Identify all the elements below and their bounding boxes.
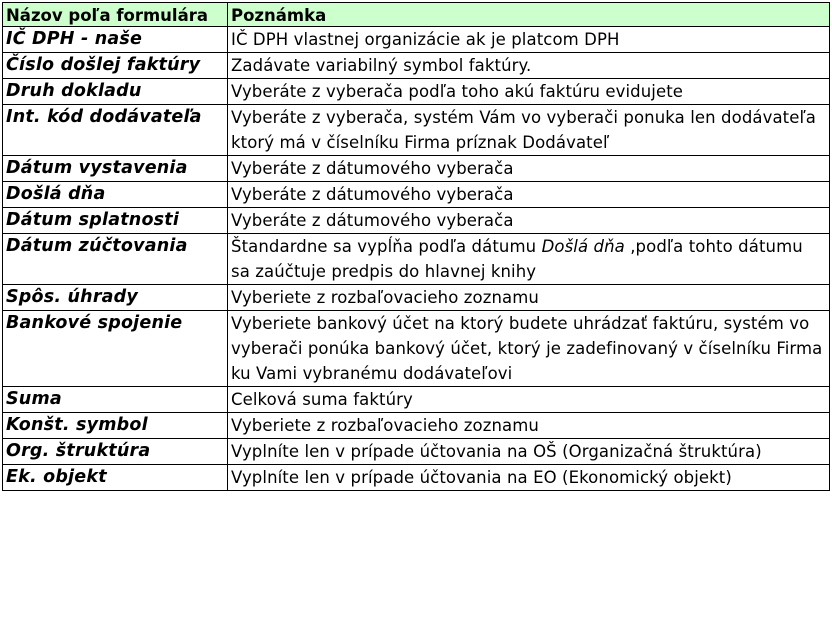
field-note: Zadávate variabilný symbol faktúry. bbox=[228, 53, 830, 79]
table-row bbox=[3, 208, 830, 234]
table-row bbox=[3, 156, 830, 182]
form-fields-table bbox=[2, 2, 830, 491]
table-row bbox=[3, 27, 830, 53]
note-text-after: ,podľa tohto dátumu sa zaúčtuje predpis do hlavnej knihy bbox=[231, 237, 803, 281]
table-row bbox=[3, 387, 830, 413]
field-note: Vyberáte z dátumového vyberača bbox=[228, 156, 830, 182]
table-row bbox=[3, 53, 830, 79]
field-name: Suma bbox=[3, 387, 228, 413]
field-name: Spôs. úhrady bbox=[3, 285, 228, 311]
field-name: Konšt. symbol bbox=[3, 413, 228, 439]
field-note: Celková suma faktúry bbox=[228, 387, 830, 413]
field-note: Vyplníte len v prípade účtovania na EO (Ekonomický objekt) bbox=[228, 465, 830, 491]
header-note: Poznámka bbox=[228, 3, 830, 27]
field-note: Vyberiete bankový účet na ktorý budete uhrádzať faktúru, systém vo vyberači ponúka bankový účet, ktorý je zadefinovaný v číselníku Firma ku Vami vybranému dodávateľovi bbox=[228, 311, 830, 387]
field-note: Vyberiete z rozbaľovacieho zoznamu bbox=[228, 413, 830, 439]
field-note: Vyberáte z dátumového vyberača bbox=[228, 182, 830, 208]
table-row bbox=[3, 465, 830, 491]
table-row bbox=[3, 79, 830, 105]
header-field-name: Názov poľa formulára bbox=[3, 3, 228, 27]
note-text-before: Štandardne sa vypĺňa podľa dátumu bbox=[231, 237, 537, 256]
table-row bbox=[3, 182, 830, 208]
field-note: Vyplníte len v prípade účtovania na OŠ (Organizačná štruktúra) bbox=[228, 439, 830, 465]
table-row bbox=[3, 285, 830, 311]
field-name: Org. štruktúra bbox=[3, 439, 228, 465]
table-header-row bbox=[3, 3, 830, 27]
table-row bbox=[3, 234, 830, 285]
field-name: Druh dokladu bbox=[3, 79, 228, 105]
table-row bbox=[3, 311, 830, 387]
field-name: IČ DPH - naše bbox=[3, 27, 228, 53]
table-row bbox=[3, 439, 830, 465]
field-name: Ek. objekt bbox=[3, 465, 228, 491]
field-note: Vyberáte z dátumového vyberača bbox=[228, 208, 830, 234]
field-note: IČ DPH vlastnej organizácie ak je platcom DPH bbox=[228, 27, 830, 53]
field-name: Dátum zúčtovania bbox=[3, 234, 228, 285]
field-name: Došlá dňa bbox=[3, 182, 228, 208]
field-note: Vyberáte z vyberača, systém Vám vo vyberači ponuka len dodávateľa ktorý má v číselníku Firma príznak Dodávateľ bbox=[228, 105, 830, 156]
field-note: Vyberiete z rozbaľovacieho zoznamu bbox=[228, 285, 830, 311]
field-name: Int. kód dodávateľa bbox=[3, 105, 228, 156]
field-name: Dátum vystavenia bbox=[3, 156, 228, 182]
table-row bbox=[3, 105, 830, 156]
table-row bbox=[3, 413, 830, 439]
field-name: Číslo došlej faktúry bbox=[3, 53, 228, 79]
field-note: Vyberáte z vyberača podľa toho akú faktúru evidujete bbox=[228, 79, 830, 105]
field-note bbox=[228, 234, 830, 285]
field-name: Dátum splatnosti bbox=[3, 208, 228, 234]
note-emphasis: Došlá dňa bbox=[541, 237, 625, 256]
field-name: Bankové spojenie bbox=[3, 311, 228, 387]
